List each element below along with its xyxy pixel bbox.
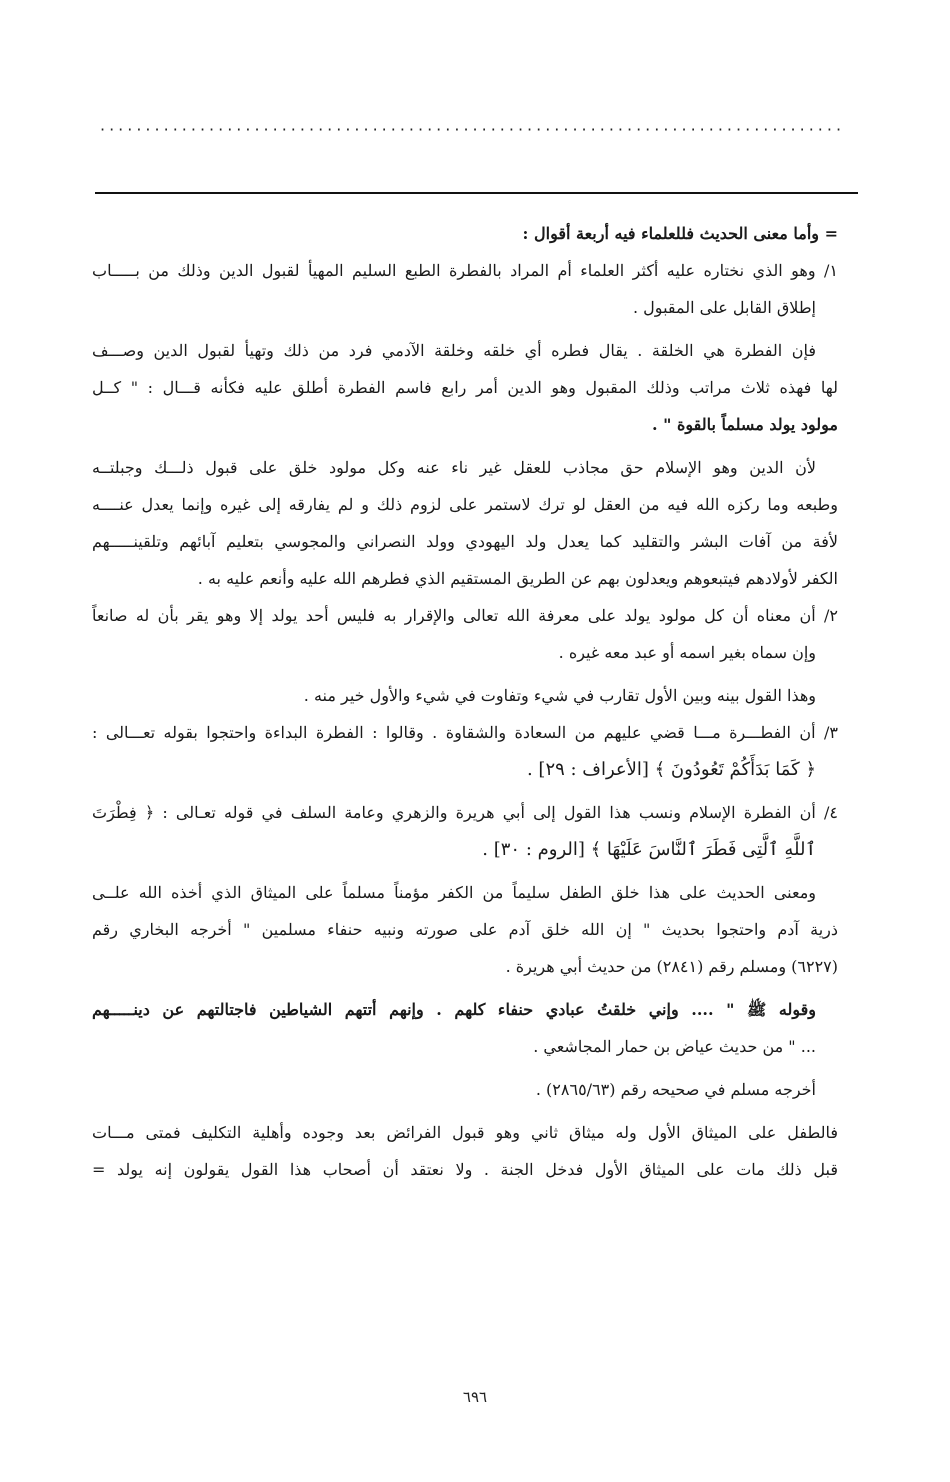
text-line: وهذا القول بينه وبين الأول تقارب في شيء وتفاوت في شيء والأول خير منه . <box>303 686 816 705</box>
text-line: ٣/ أن الفطـــرة مـــا قضي عليهم من السعادة والشقاوة . وقالوا : الفطرة البداءة واحتجوا بقوله تعـــالى : <box>92 723 838 742</box>
text-line: ٤/ أن الفطرة الإسلام ونسب هذا القول إلى أبي هريرة والزهري وعامة السلف في قوله تعـالى : ﴿ فِطْرَتَ <box>92 803 838 822</box>
text-line: وإن سماه بغير اسمه أو عبد معه غيره . <box>558 643 816 662</box>
text-line: إطلاق القابل على المقبول . <box>633 298 816 317</box>
text-line: ومعنى الحديث على هذا خلق الطفل سليماً من الكفر مؤمناً مسلماً على الميثاق الذي أخذه الله علــى <box>92 883 816 902</box>
text-line: وطبعه وما ركزه الله فيه من العقل لو ترك لاستمر على لزوم ذلك و لم يفارقه إلى غيره وإنما يعدل عنــــه <box>92 495 838 514</box>
footnote-body <box>92 215 838 1188</box>
page-number: ٦٩٦ <box>462 1388 488 1406</box>
text-line: أخرجه مسلم في صحيحه رقم (٢٨٦٥/٦٣) . <box>535 1080 816 1099</box>
text-line: لها فهذه ثلاث مراتب وذلك المقبول وهو الدين أمر رابع فاسم الفطرة أطلق عليه فكأنه قـــال : " كــل <box>92 378 838 397</box>
text-line-bold: مولود يولد مسلماً بالقوة " . <box>651 415 838 434</box>
quran-verse: ﴿ كَمَا بَدَأَكُمْ تَعُودُونَ ﴾ [الأعراف : ٢٩] . <box>526 759 816 780</box>
footnote-divider <box>95 192 858 194</box>
dotted-separator: ·················································································· <box>100 120 846 139</box>
text-line: ٢/ أن معناه أن كل مولود يولد على معرفة الله تعالى والإقرار به فليس أحد يولد إلا وهو يقر بأن له صانعاً <box>92 606 838 625</box>
text-line: فإن الفطرة هي الخلقة . يقال فطره أي خلقه وخلقة الآدمي فرد من ذلك وتهيأ لقبول الدين وصـــف <box>92 341 817 360</box>
text-line: ١/ وهو الذي نختاره عليه أكثر العلماء أم المراد بالفطرة الطبع السليم المهيأ لقبول الدين وذلك من بـــــاب <box>92 261 838 280</box>
text-line: لأن الدين وهو الإسلام حق مجاذب للعقل غير ناء عنه وكل مولود خلق على قبول ذلـــك وجبلتــه <box>92 458 816 477</box>
text-line: لأفة من آفات البشر والتقليد كما يعدل ولد اليهودي وولد النصراني والمجوسي بتعليم آبائهم وتلقينـــــهم <box>92 532 838 551</box>
text-line: (٦٢٢٧) ومسلم رقم (٢٨٤١) من حديث أبي هريرة . <box>505 957 838 976</box>
text-line: قبل ذلك مات على الميثاق الأول فدخل الجنة . ولا نعتقد أن أصحاب هذا القول يقولون إنه يولد = <box>92 1160 838 1179</box>
text-line: الكفر لأولادهم فيتبعوهم ويعدلون بهم عن الطريق المستقيم الذي فطرهم الله عليه وأنعم عليه به . <box>197 569 838 588</box>
text-line: فالطفل على الميثاق الأول وله ميثاق ثاني وهو قبول الفرائض بعد وجوده وأهلية التكليف فمتى مـــات <box>92 1123 838 1142</box>
text-line: ذرية آدم واحتجوا بحديث " إن الله خلق آدم على صورته ونبيه حنفاء مسلمين " أخرجه البخاري رقم <box>92 920 838 939</box>
text-line: ... " من حديث عياض بن حمار المجاشعي . <box>533 1037 816 1056</box>
section-heading: = وأما معنى الحديث فللعلماء فيه أربعة أقوال : <box>522 224 838 243</box>
hadith-line: وقوله ﷺ " .... وإني خلقتُ عبادي حنفاء كلهم . وإنهم أتتهم الشياطين فاجتالتهم عن دينـــــهم <box>92 1000 816 1019</box>
quran-verse: ٱللَّهِ ٱلَّتِى فَطَرَ ٱلنَّاسَ عَلَيْهَا ﴾ [الروم : ٣٠] . <box>482 839 816 860</box>
